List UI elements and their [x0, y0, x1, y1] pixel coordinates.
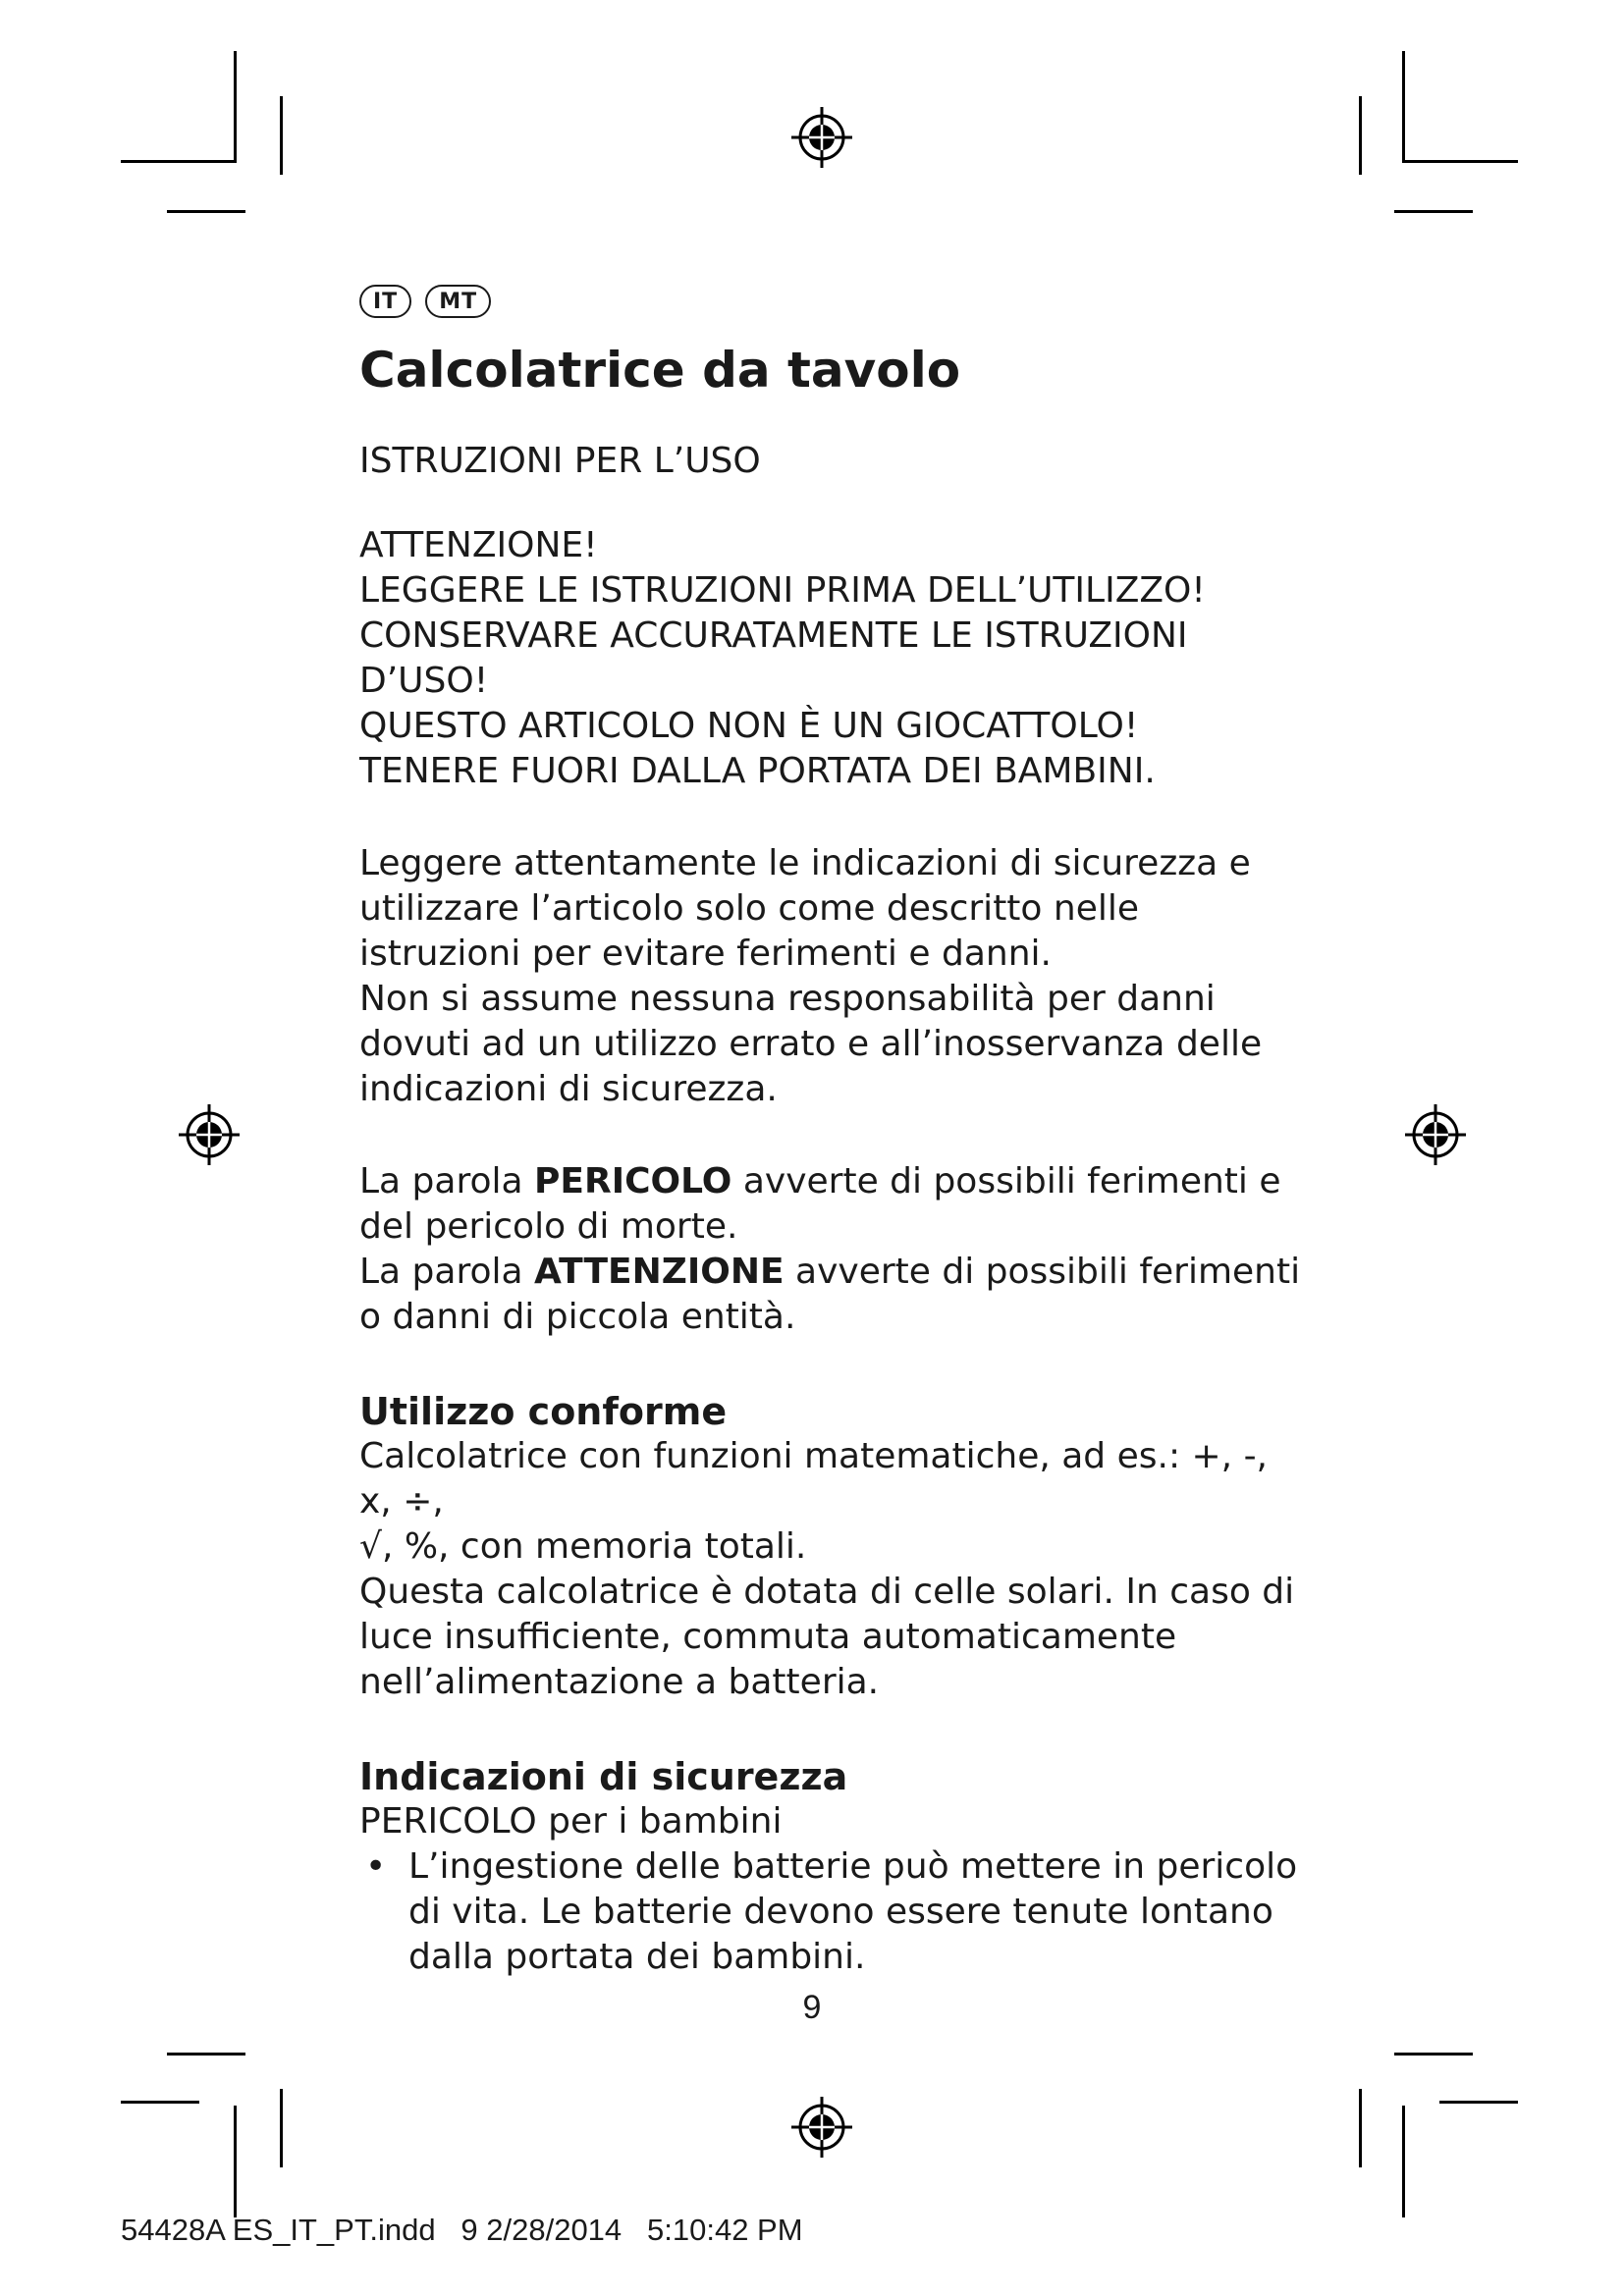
- page-content: [359, 280, 1302, 1980]
- intro-paragraph: Leggere attentamente le indicazioni di sicurezza e utilizzare l’articolo solo come descritto nelle istruzioni per evitare ferimenti e danni.: [359, 843, 1251, 974]
- crop-mark: [121, 2101, 199, 2104]
- crop-mark: [167, 210, 245, 213]
- crop-mark: [1394, 210, 1473, 213]
- language-badge-mt: MT: [425, 285, 491, 318]
- intended-use-text: Questa calcolatrice è dotata di celle solari. In caso di luce insufficiente, commuta automaticamente nell’alimentazione a batteria.: [359, 1572, 1295, 1702]
- intended-use-text: √, %, con memoria totali.: [359, 1526, 807, 1567]
- print-slug-line: 54428A ES_IT_PT.indd 9 2/28/2014 5:10:42 PM: [121, 2213, 803, 2247]
- language-badge-it: IT: [359, 285, 411, 318]
- danger-signal-paragraph: [359, 1159, 1302, 1250]
- intended-use-text: Calcolatrice con funzioni matematiche, ad es.: +, -, x, ÷,: [359, 1436, 1268, 1522]
- safety-danger-line: [359, 1799, 1302, 1844]
- page-number: 9: [802, 1989, 822, 2026]
- safety-bullet: [359, 1844, 1302, 1980]
- intended-use-heading: Utilizzo conforme: [359, 1390, 728, 1433]
- crop-mark: [1394, 2053, 1473, 2056]
- caution-signal-paragraph: [359, 1250, 1302, 1340]
- language-badges: [359, 280, 1302, 323]
- crop-mark: [167, 2053, 245, 2056]
- warning-line: CONSERVARE ACCURATAMENTE LE ISTRUZIONI D’USO!: [359, 615, 1188, 701]
- safety-danger-word: PERICOLO: [359, 1801, 537, 1842]
- danger-word: PERICOLO: [534, 1161, 732, 1201]
- registration-mark-icon: [789, 2095, 854, 2160]
- signal-prefix: La parola: [359, 1161, 535, 1201]
- crop-mark: [234, 51, 237, 163]
- bullet-icon: •: [365, 1846, 387, 1887]
- warning-block: [359, 523, 1302, 794]
- caution-word: ATTENZIONE: [534, 1252, 785, 1292]
- intro-paragraph: Non si assume nessuna responsabilità per danni dovuti ad un utilizzo errato e all’inosservanza delle indicazioni di sicurezza.: [359, 979, 1263, 1109]
- warning-line: ATTENZIONE!: [359, 525, 598, 565]
- crop-mark: [121, 160, 237, 163]
- safety-heading: Indicazioni di sicurezza: [359, 1755, 848, 1798]
- warning-line: LEGGERE LE ISTRUZIONI PRIMA DELL’UTILIZZO!: [359, 570, 1206, 611]
- signal-words-block: [359, 1159, 1302, 1340]
- crop-mark: [1359, 2089, 1362, 2167]
- crop-mark: [1439, 2101, 1518, 2104]
- crop-mark: [1359, 96, 1362, 175]
- bullet-text: L’ingestione delle batterie può mettere in pericolo di vita. Le batterie devono essere tenute lontano dalla portata dei bambini.: [408, 1846, 1298, 1977]
- danger-description: avverte di possibili ferimenti e del pericolo di morte.: [359, 1161, 1281, 1247]
- crop-mark: [280, 2089, 283, 2167]
- registration-mark-icon: [177, 1102, 242, 1167]
- intro-block: [359, 841, 1302, 1112]
- crop-mark: [234, 2106, 237, 2217]
- page-title: Calcolatrice da tavolo: [359, 342, 961, 399]
- warning-line: TENERE FUORI DALLA PORTATA DEI BAMBINI.: [359, 751, 1156, 791]
- signal-prefix: La parola: [359, 1252, 535, 1292]
- caution-description: avverte di possibili ferimenti o danni di piccola entità.: [359, 1252, 1301, 1337]
- registration-mark-icon: [1403, 1102, 1468, 1167]
- instructions-subtitle: ISTRUZIONI PER L’USO: [359, 441, 761, 481]
- warning-line: QUESTO ARTICOLO NON È UN GIOCATTOLO!: [359, 706, 1139, 746]
- crop-mark: [1402, 2106, 1405, 2217]
- crop-mark: [280, 96, 283, 175]
- crop-mark: [1402, 160, 1518, 163]
- crop-mark: [1402, 51, 1405, 163]
- safety-danger-suffix: per i bambini: [536, 1801, 783, 1842]
- registration-mark-icon: [789, 105, 854, 170]
